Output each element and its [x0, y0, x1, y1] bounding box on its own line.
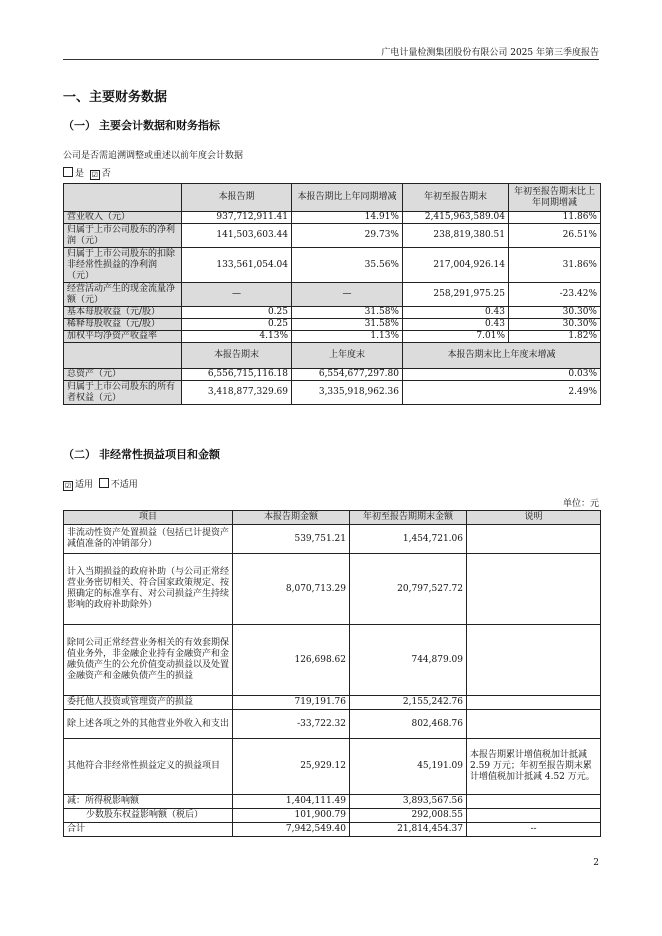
checkbox-not-applicable[interactable]: [99, 478, 109, 488]
note-cell: [467, 625, 601, 696]
cell: 3,418,877,329.69: [182, 381, 292, 405]
table-row: [64, 809, 601, 823]
subsection-title-2: [63, 446, 220, 462]
note-cell: [467, 809, 601, 823]
cell: -33,722.32: [233, 710, 350, 739]
cell: 20,797,527.72: [350, 554, 467, 625]
option-no-label: 否: [101, 169, 111, 179]
subsection-number: （二）: [63, 448, 96, 461]
cell: 31.86%: [509, 248, 601, 283]
table-row: [64, 224, 601, 248]
cell: 25,929.12: [233, 739, 350, 795]
note-cell: [467, 710, 601, 739]
item-cell: 合计: [64, 823, 233, 837]
row-label: 归属于上市公司股东的净利润（元）: [64, 224, 182, 248]
cell: 26.51%: [509, 224, 601, 248]
col-header: 年初至报告期末比上年同期增减: [509, 184, 601, 212]
table-row: [64, 212, 601, 224]
cell: 6,556,715,116.18: [182, 369, 292, 381]
subsection-heading: 非经常性损益项目和金额: [99, 448, 220, 461]
subsection-heading: 主要会计数据和财务指标: [99, 119, 220, 132]
item-cell: 除同公司正常经营业务相关的有效套期保值业务外，非金融企业持有金融资产和金融负债产生的公允价值变动损益以及处置金融资产和金融负债产生的损益: [64, 625, 233, 696]
cell: —: [182, 283, 292, 307]
row-label: 营业收入（元）: [64, 212, 182, 224]
row-label: 稀释每股收益（元/股）: [64, 319, 182, 331]
cell: 292,008.55: [350, 809, 467, 823]
cell: 258,291,975.25: [403, 283, 509, 307]
cell: 0.43: [403, 307, 509, 319]
applicable-label: 适用: [75, 480, 94, 490]
header-blank: [64, 343, 182, 369]
table-row: [64, 525, 601, 554]
cell: 2,155,242.76: [350, 696, 467, 710]
col-header: 本报告期末: [182, 343, 292, 369]
col-header: 本报告期金额: [233, 511, 350, 525]
table-row: [64, 369, 601, 381]
cell: 539,751.21: [233, 525, 350, 554]
cell: 31.58%: [292, 307, 403, 319]
cell: 6,554,677,297.80: [292, 369, 403, 381]
item-cell: 减：所得税影响额: [64, 795, 233, 809]
note-cell: [467, 554, 601, 625]
cell: 126,698.62: [233, 625, 350, 696]
not-applicable-label: 不适用: [110, 480, 138, 490]
cell: 0.43: [403, 319, 509, 331]
cell: 21,814,454.37: [350, 823, 467, 837]
table-row: [64, 739, 601, 795]
table-row: [64, 307, 601, 319]
table-row: [64, 331, 601, 343]
section-title: 一、主要财务数据: [63, 90, 168, 105]
cell: 0.25: [182, 319, 292, 331]
col-header: 年初至报告期末: [403, 184, 509, 212]
row-label: 归属于上市公司股东的扣除非经常性损益的净利润（元）: [64, 248, 182, 283]
row-label: 基本每股收益（元/股）: [64, 307, 182, 319]
col-header: 本报告期: [182, 184, 292, 212]
table-row: [64, 795, 601, 809]
col-header: 本报告期末比上年度末增减: [403, 343, 601, 369]
col-header: 年初至报告期期末金额: [350, 511, 467, 525]
cell: 2,415,963,589.04: [403, 212, 509, 224]
item-cell: 委托他人投资或管理资产的损益: [64, 696, 233, 710]
cell: 30.30%: [509, 319, 601, 331]
retro-options: [63, 166, 111, 180]
header-blank: [64, 184, 182, 212]
cell: 14.91%: [292, 212, 403, 224]
cell: 937,712,911.41: [182, 212, 292, 224]
table-row: [64, 710, 601, 739]
table-row: [64, 283, 601, 307]
cell: 1.13%: [292, 331, 403, 343]
cell: 1,404,111.49: [233, 795, 350, 809]
cell: 0.25: [182, 307, 292, 319]
cell: 2.49%: [403, 381, 601, 405]
cell: 101,900.79: [233, 809, 350, 823]
cell: 1,454,721.06: [350, 525, 467, 554]
page-number: 2: [593, 858, 599, 868]
unit-label: 单位：元: [562, 499, 599, 509]
cell: —: [292, 283, 403, 307]
applicable-options: [63, 477, 138, 491]
cell: 45,191.09: [350, 739, 467, 795]
row-label: 经营活动产生的现金流量净额（元）: [64, 283, 182, 307]
note-cell: --: [467, 823, 601, 837]
item-cell: 非流动性资产处置损益（包括已计提资产减值准备的冲销部分）: [64, 525, 233, 554]
cell: 3,335,918,962.36: [292, 381, 403, 405]
cell: 217,004,926.14: [403, 248, 509, 283]
note-cell: [467, 795, 601, 809]
item-cell: 其他符合非经常性损益定义的损益项目: [64, 739, 233, 795]
subsection-title-1: [63, 117, 220, 133]
cell: 8,070,713.29: [233, 554, 350, 625]
item-cell: 少数股东权益影响额（税后）: [64, 809, 233, 823]
cell: 802,468.76: [350, 710, 467, 739]
cell: 30.30%: [509, 307, 601, 319]
item-cell: 计入当期损益的政府补助（与公司正常经营业务密切相关、符合国家政策规定、按照确定的标准享有、对公司损益产生持续影响的政府补助除外）: [64, 554, 233, 625]
col-header: 上年度末: [292, 343, 403, 369]
subsection-number: （一）: [63, 119, 96, 132]
table-row: [64, 625, 601, 696]
checkbox-yes[interactable]: [63, 167, 73, 177]
header-rule: [63, 59, 599, 60]
non-recurring-table: [63, 510, 601, 837]
cell: 35.56%: [292, 248, 403, 283]
cell: 29.73%: [292, 224, 403, 248]
retro-question: 公司是否需追溯调整或重述以前年度会计数据: [63, 151, 244, 161]
cell: 0.03%: [403, 369, 601, 381]
page-header: 广电计量检测集团股份有限公司 2025 年第三季度报告: [381, 48, 599, 58]
row-label: 总资产（元）: [64, 369, 182, 381]
option-yes-label: 是: [75, 169, 85, 179]
col-header: 说明: [467, 511, 601, 525]
cell: 141,503,603.44: [182, 224, 292, 248]
table-row: [64, 554, 601, 625]
cell: 31.58%: [292, 319, 403, 331]
note-cell: [467, 696, 601, 710]
row-label: 加权平均净资产收益率: [64, 331, 182, 343]
cell: 11.86%: [509, 212, 601, 224]
checkbox-no[interactable]: ☑: [91, 171, 98, 179]
note-cell: 本报告期累计增值税加计抵减 2.59 万元；年初至报告期末累计增值税加计抵减 4.52 万元。: [467, 739, 601, 795]
cell: 719,191.76: [233, 696, 350, 710]
cell: 7,942,549.40: [233, 823, 350, 837]
col-header: 本报告期比上年同期增减: [292, 184, 403, 212]
cell: 1.82%: [509, 331, 601, 343]
table-row: [64, 381, 601, 405]
row-label: 归属于上市公司股东的所有者权益（元）: [64, 381, 182, 405]
cell: 238,819,380.51: [403, 224, 509, 248]
cell: 744,879.09: [350, 625, 467, 696]
checkbox-applicable[interactable]: ☑: [64, 482, 72, 490]
cell: 4.13%: [182, 331, 292, 343]
cell: 7.01%: [403, 331, 509, 343]
col-header: 项目: [64, 511, 233, 525]
item-cell: 除上述各项之外的其他营业外收入和支出: [64, 710, 233, 739]
table-row: [64, 248, 601, 283]
table-row: [64, 823, 601, 837]
financial-data-table: [63, 183, 601, 405]
cell: -23.42%: [509, 283, 601, 307]
cell: 3,893,567.56: [350, 795, 467, 809]
note-cell: [467, 525, 601, 554]
table-row: [64, 696, 601, 710]
cell: 133,561,054.04: [182, 248, 292, 283]
table-row: [64, 319, 601, 331]
